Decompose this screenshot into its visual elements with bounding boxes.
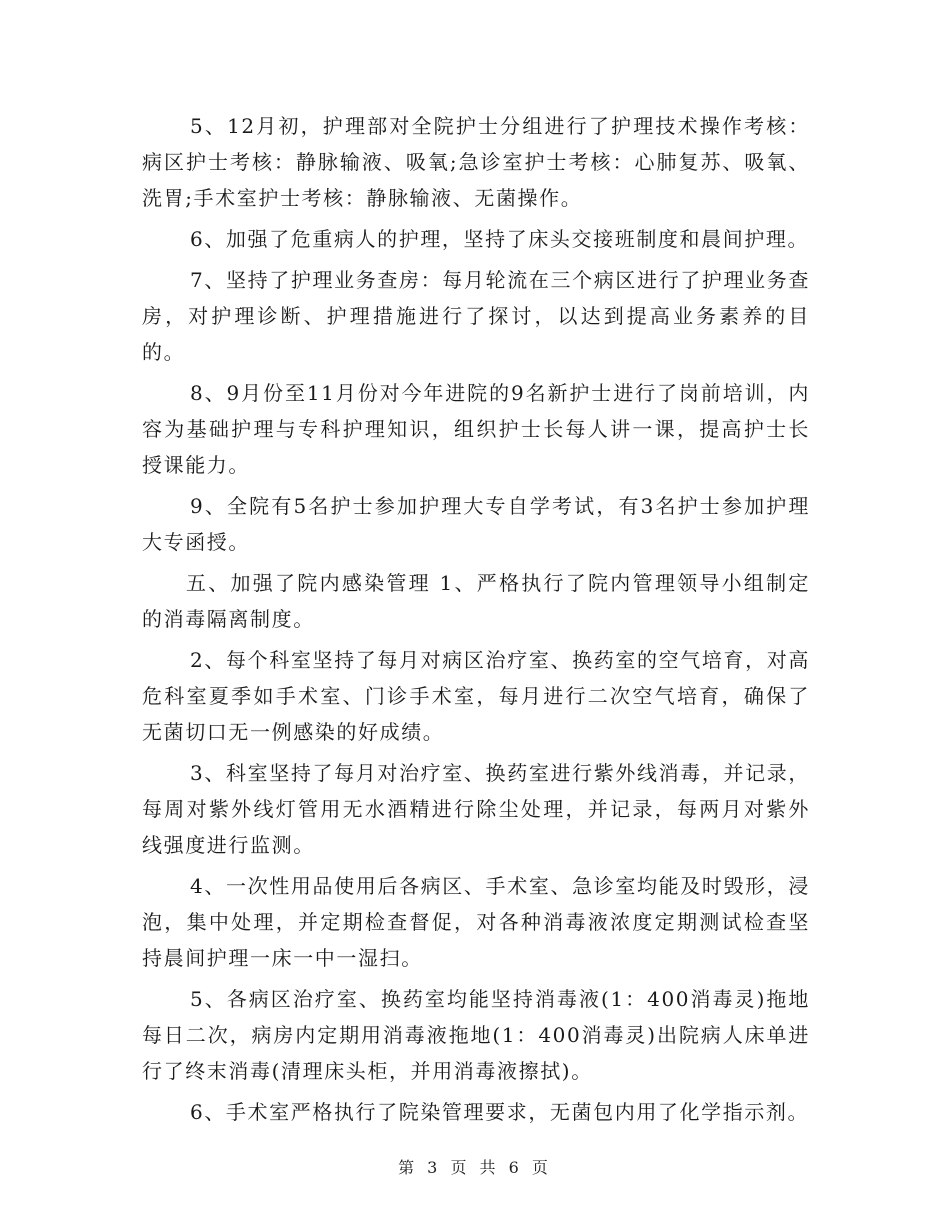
page-number-footer: 第 3 页 共 6 页 — [398, 1158, 552, 1177]
paragraph-item-7-ward-rounds: 7、坚持了护理业务查房：每月轮流在三个病区进行了护理业务查房，对护理诊断、护理措施进行了探讨，以达到提高业务素养的目的。 — [142, 268, 810, 364]
paragraph-item-6-critical-care: 6、加强了危重病人的护理，坚持了床头交接班制度和晨间护理。 — [190, 227, 810, 251]
paragraph-item-3-uv-disinfection: 3、科室坚持了每月对治疗室、换药室进行紫外线消毒，并记录，每周对紫外线灯管用无水酒精进行除尘处理，并记录，每两月对紫外线强度进行监测。 — [142, 761, 810, 857]
paragraph-item-8-training: 8、9月份至11月份对今年进院的9名新护士进行了岗前培训，内容为基础护理与专科护理知识，组织护士长每人讲一课，提高护士长授课能力。 — [142, 381, 810, 477]
paragraph-item-5-assessment: 5、12月初，护理部对全院护士分组进行了护理技术操作考核：病区护士考核：静脉输液、吸氧;急诊室护士考核：心肺复苏、吸氧、洗胃;手术室护士考核：静脉输液、无菌操作。 — [142, 114, 810, 210]
paragraph-item-4-disposables: 4、一次性用品使用后各病区、手术室、急诊室均能及时毁形，浸泡，集中处理，并定期检查督促，对各种消毒液浓度定期测试检查坚持晨间护理一床一中一湿扫。 — [142, 874, 810, 970]
document-body — [142, 108, 810, 1135]
paragraph-item-9-exams: 9、全院有5名护士参加护理大专自学考试，有3名护士参加护理大专函授。 — [142, 494, 810, 554]
paragraph-item-5-disinfectant: 5、各病区治疗室、换药室均能坚持消毒液(1：400消毒灵)拖地每日二次，病房内定期用消毒液拖地(1：400消毒灵)出院病人床单进行了终末消毒(清理床头柜，并用消毒液擦拭)。 — [142, 987, 810, 1083]
paragraph-section-5-infection-control: 五、加强了院内感染管理 1、严格执行了院内管理领导小组制定的消毒隔离制度。 — [142, 571, 810, 631]
paragraph-item-2-air-culture: 2、每个科室坚持了每月对病区治疗室、换药室的空气培育，对高危科室夏季如手术室、门诊手术室，每月进行二次空气培育，确保了无菌切口无一例感染的好成绩。 — [142, 648, 810, 744]
paragraph-item-6-operating-room: 6、手术室严格执行了院染管理要求，无菌包内用了化学指示剂。 — [190, 1100, 810, 1124]
